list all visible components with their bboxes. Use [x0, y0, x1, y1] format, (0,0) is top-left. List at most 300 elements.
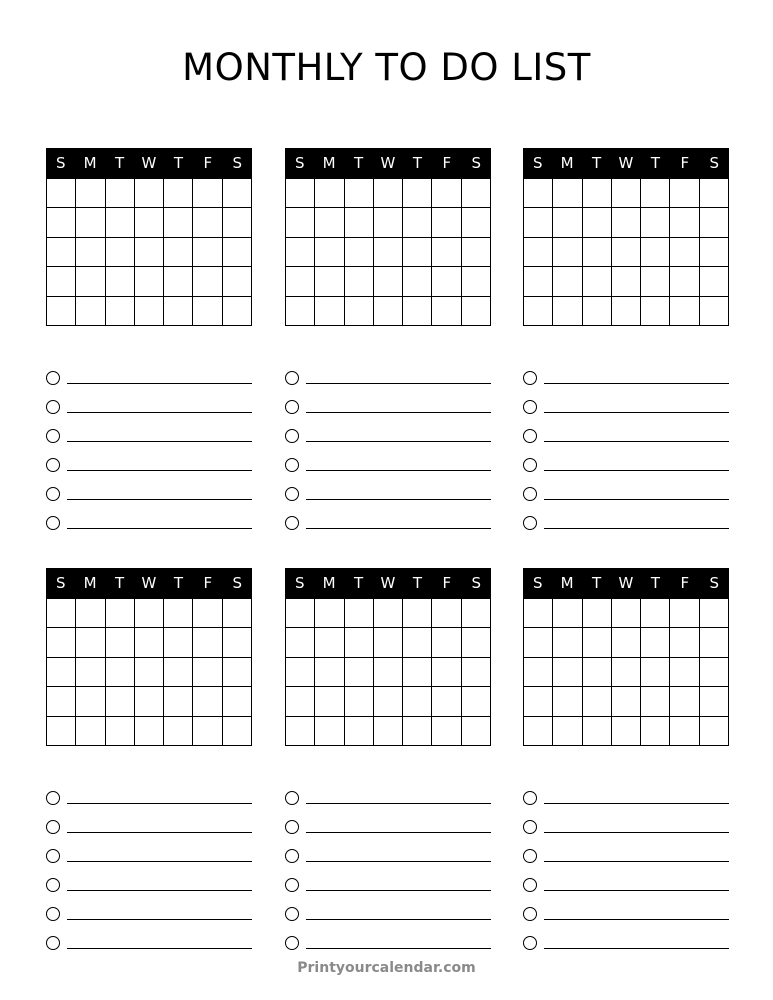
checkbox-circle-icon[interactable] — [523, 400, 537, 414]
day-cell[interactable] — [286, 628, 315, 657]
todo-item — [285, 804, 491, 833]
day-cell[interactable] — [432, 717, 461, 746]
checkbox-circle-icon[interactable] — [285, 907, 299, 921]
day-cell[interactable] — [612, 658, 641, 687]
day-cell[interactable] — [403, 658, 432, 687]
todo-write-line[interactable] — [67, 383, 252, 384]
todo-write-line[interactable] — [306, 441, 491, 442]
day-cell[interactable] — [106, 267, 135, 296]
todo-write-line[interactable] — [544, 890, 729, 891]
day-cell[interactable] — [76, 297, 105, 326]
day-cell[interactable] — [164, 717, 193, 746]
day-cell[interactable] — [135, 208, 164, 237]
day-cell[interactable] — [374, 658, 403, 687]
day-cell[interactable] — [612, 267, 641, 296]
checkbox-circle-icon[interactable] — [46, 516, 60, 530]
day-cell[interactable] — [670, 238, 699, 267]
day-cell[interactable] — [670, 628, 699, 657]
checkbox-circle-icon[interactable] — [285, 878, 299, 892]
weekday-label: S — [471, 154, 481, 172]
todo-write-line[interactable] — [306, 470, 491, 471]
todo-write-line[interactable] — [544, 803, 729, 804]
day-cell[interactable] — [583, 687, 612, 716]
day-cell[interactable] — [700, 628, 729, 657]
todo-write-line[interactable] — [306, 499, 491, 500]
day-cell[interactable] — [286, 687, 315, 716]
day-cell[interactable] — [106, 658, 135, 687]
checkbox-circle-icon[interactable] — [285, 820, 299, 834]
day-cell[interactable] — [47, 208, 76, 237]
day-cell[interactable] — [612, 628, 641, 657]
checkbox-circle-icon[interactable] — [285, 516, 299, 530]
day-cell[interactable] — [583, 658, 612, 687]
checkbox-circle-icon[interactable] — [523, 936, 537, 950]
day-cell[interactable] — [583, 717, 612, 746]
day-cell[interactable] — [641, 599, 670, 628]
day-cell[interactable] — [76, 687, 105, 716]
todo-write-line[interactable] — [306, 861, 491, 862]
checkbox-circle-icon[interactable] — [523, 429, 537, 443]
todo-write-line[interactable] — [306, 832, 491, 833]
day-cell[interactable] — [76, 628, 105, 657]
weekday-label: T — [412, 574, 422, 592]
todo-write-line[interactable] — [544, 919, 729, 920]
day-cell[interactable] — [583, 179, 612, 208]
day-cell[interactable] — [345, 628, 374, 657]
day-cell[interactable] — [47, 238, 76, 267]
day-cell[interactable] — [432, 628, 461, 657]
day-cell[interactable] — [315, 717, 344, 746]
day-cell[interactable] — [641, 297, 670, 326]
day-cell[interactable] — [403, 267, 432, 296]
checkbox-circle-icon[interactable] — [285, 371, 299, 385]
checkbox-circle-icon[interactable] — [46, 429, 60, 443]
day-cell[interactable] — [345, 717, 374, 746]
day-cell[interactable] — [374, 208, 403, 237]
month-block — [285, 148, 491, 529]
day-cell[interactable] — [700, 717, 729, 746]
checkbox-circle-icon[interactable] — [523, 516, 537, 530]
day-cell[interactable] — [315, 628, 344, 657]
checkbox-circle-icon[interactable] — [523, 907, 537, 921]
day-cell[interactable] — [106, 628, 135, 657]
day-cell[interactable] — [164, 208, 193, 237]
day-cell[interactable] — [135, 599, 164, 628]
day-cell[interactable] — [432, 297, 461, 326]
weekday-label: M — [560, 154, 574, 172]
day-cell[interactable] — [106, 599, 135, 628]
todo-write-line[interactable] — [67, 861, 252, 862]
checkbox-circle-icon[interactable] — [46, 371, 60, 385]
day-cell[interactable] — [76, 717, 105, 746]
day-cell[interactable] — [223, 208, 252, 237]
day-cell[interactable] — [583, 208, 612, 237]
day-cell[interactable] — [524, 599, 553, 628]
day-cell[interactable] — [374, 238, 403, 267]
checkbox-circle-icon[interactable] — [46, 820, 60, 834]
checkbox-circle-icon[interactable] — [523, 371, 537, 385]
day-cell[interactable] — [670, 687, 699, 716]
day-cell[interactable] — [223, 717, 252, 746]
day-cell[interactable] — [345, 658, 374, 687]
day-cell[interactable] — [462, 238, 491, 267]
day-cell[interactable] — [432, 658, 461, 687]
day-cell[interactable] — [462, 599, 491, 628]
day-cell[interactable] — [462, 687, 491, 716]
checkbox-circle-icon[interactable] — [285, 400, 299, 414]
todo-write-line[interactable] — [544, 470, 729, 471]
day-cell[interactable] — [403, 179, 432, 208]
day-cell[interactable] — [612, 297, 641, 326]
day-cell[interactable] — [76, 599, 105, 628]
checkbox-circle-icon[interactable] — [285, 458, 299, 472]
day-cell[interactable] — [193, 267, 222, 296]
day-cell[interactable] — [670, 297, 699, 326]
day-grid — [523, 598, 729, 746]
todo-write-line[interactable] — [67, 499, 252, 500]
day-cell[interactable] — [315, 208, 344, 237]
todo-write-line[interactable] — [306, 383, 491, 384]
day-cell[interactable] — [345, 238, 374, 267]
todo-write-line[interactable] — [67, 412, 252, 413]
day-cell[interactable] — [135, 658, 164, 687]
todo-write-line[interactable] — [67, 528, 252, 529]
day-cell[interactable] — [524, 297, 553, 326]
day-cell[interactable] — [193, 658, 222, 687]
todo-write-line[interactable] — [67, 470, 252, 471]
checkbox-circle-icon[interactable] — [523, 820, 537, 834]
todo-write-line[interactable] — [306, 919, 491, 920]
day-cell[interactable] — [641, 717, 670, 746]
checkbox-circle-icon[interactable] — [285, 791, 299, 805]
day-cell[interactable] — [524, 687, 553, 716]
day-cell[interactable] — [432, 599, 461, 628]
day-cell[interactable] — [223, 238, 252, 267]
day-cell[interactable] — [553, 658, 582, 687]
day-cell[interactable] — [286, 208, 315, 237]
day-cell[interactable] — [106, 687, 135, 716]
day-cell[interactable] — [670, 179, 699, 208]
todo-write-line[interactable] — [306, 412, 491, 413]
day-cell[interactable] — [462, 208, 491, 237]
day-cell[interactable] — [223, 628, 252, 657]
todo-write-line[interactable] — [544, 441, 729, 442]
day-cell[interactable] — [193, 238, 222, 267]
day-cell[interactable] — [345, 267, 374, 296]
day-cell[interactable] — [462, 179, 491, 208]
checkbox-circle-icon[interactable] — [285, 429, 299, 443]
day-cell[interactable] — [193, 297, 222, 326]
weekday-label: S — [294, 154, 305, 172]
todo-item — [46, 920, 252, 949]
day-cell[interactable] — [641, 658, 670, 687]
day-cell[interactable] — [193, 179, 222, 208]
day-cell[interactable] — [374, 687, 403, 716]
day-cell[interactable] — [193, 628, 222, 657]
day-cell[interactable] — [315, 687, 344, 716]
todo-write-line[interactable] — [544, 499, 729, 500]
checkbox-circle-icon[interactable] — [523, 878, 537, 892]
todo-write-line[interactable] — [67, 919, 252, 920]
day-cell[interactable] — [583, 628, 612, 657]
day-cell[interactable] — [135, 687, 164, 716]
weekday-label: T — [173, 154, 183, 172]
day-cell[interactable] — [432, 238, 461, 267]
day-cell[interactable] — [641, 628, 670, 657]
day-cell[interactable] — [700, 267, 729, 296]
checkbox-circle-icon[interactable] — [46, 458, 60, 472]
day-cell[interactable] — [641, 267, 670, 296]
day-cell[interactable] — [462, 267, 491, 296]
todo-write-line[interactable] — [544, 383, 729, 384]
todo-item — [46, 355, 252, 384]
day-cell[interactable] — [135, 179, 164, 208]
todo-list — [523, 355, 729, 529]
day-cell[interactable] — [432, 687, 461, 716]
day-cell[interactable] — [345, 179, 374, 208]
checkbox-circle-icon[interactable] — [46, 936, 60, 950]
day-cell[interactable] — [553, 267, 582, 296]
day-cell[interactable] — [164, 179, 193, 208]
day-cell[interactable] — [524, 238, 553, 267]
todo-write-line[interactable] — [67, 948, 252, 949]
day-cell[interactable] — [462, 297, 491, 326]
day-cell[interactable] — [106, 208, 135, 237]
day-cell[interactable] — [76, 208, 105, 237]
day-cell[interactable] — [223, 297, 252, 326]
day-cell[interactable] — [524, 658, 553, 687]
day-cell[interactable] — [315, 599, 344, 628]
day-cell[interactable] — [47, 267, 76, 296]
todo-write-line[interactable] — [306, 890, 491, 891]
day-cell[interactable] — [641, 208, 670, 237]
checkbox-circle-icon[interactable] — [46, 907, 60, 921]
day-cell[interactable] — [286, 179, 315, 208]
checkbox-circle-icon[interactable] — [285, 487, 299, 501]
day-cell[interactable] — [135, 717, 164, 746]
day-cell[interactable] — [193, 687, 222, 716]
day-cell[interactable] — [583, 238, 612, 267]
checkbox-circle-icon[interactable] — [46, 487, 60, 501]
day-cell[interactable] — [223, 267, 252, 296]
day-cell[interactable] — [374, 717, 403, 746]
todo-write-line[interactable] — [544, 832, 729, 833]
day-cell[interactable] — [403, 208, 432, 237]
day-cell[interactable] — [553, 687, 582, 716]
day-cell[interactable] — [106, 179, 135, 208]
day-cell[interactable] — [106, 717, 135, 746]
day-cell[interactable] — [315, 267, 344, 296]
day-cell[interactable] — [700, 179, 729, 208]
day-cell[interactable] — [524, 208, 553, 237]
day-cell[interactable] — [286, 267, 315, 296]
day-cell[interactable] — [670, 658, 699, 687]
day-cell[interactable] — [345, 599, 374, 628]
day-cell[interactable] — [553, 599, 582, 628]
day-cell[interactable] — [700, 658, 729, 687]
day-cell[interactable] — [524, 179, 553, 208]
day-cell[interactable] — [286, 238, 315, 267]
checkbox-circle-icon[interactable] — [46, 400, 60, 414]
day-cell[interactable] — [432, 267, 461, 296]
day-cell[interactable] — [524, 717, 553, 746]
day-cell[interactable] — [700, 238, 729, 267]
day-cell[interactable] — [553, 717, 582, 746]
day-cell[interactable] — [286, 717, 315, 746]
day-cell[interactable] — [315, 238, 344, 267]
checkbox-circle-icon[interactable] — [46, 849, 60, 863]
day-cell[interactable] — [403, 297, 432, 326]
checkbox-circle-icon[interactable] — [523, 487, 537, 501]
todo-write-line[interactable] — [544, 948, 729, 949]
day-cell[interactable] — [432, 179, 461, 208]
day-cell[interactable] — [462, 717, 491, 746]
day-cell[interactable] — [47, 658, 76, 687]
checkbox-circle-icon[interactable] — [46, 878, 60, 892]
day-cell[interactable] — [47, 297, 76, 326]
day-cell[interactable] — [135, 238, 164, 267]
day-cell[interactable] — [583, 267, 612, 296]
checkbox-circle-icon[interactable] — [523, 849, 537, 863]
day-cell[interactable] — [164, 658, 193, 687]
day-cell[interactable] — [315, 179, 344, 208]
day-cell[interactable] — [612, 238, 641, 267]
day-cell[interactable] — [432, 208, 461, 237]
day-cell[interactable] — [106, 238, 135, 267]
day-cell[interactable] — [164, 267, 193, 296]
day-cell[interactable] — [553, 208, 582, 237]
day-cell[interactable] — [76, 179, 105, 208]
day-cell[interactable] — [700, 297, 729, 326]
day-cell[interactable] — [164, 297, 193, 326]
day-cell[interactable] — [47, 687, 76, 716]
todo-write-line[interactable] — [306, 528, 491, 529]
checkbox-circle-icon[interactable] — [523, 458, 537, 472]
day-cell[interactable] — [641, 238, 670, 267]
weekday-label: M — [83, 574, 97, 592]
day-cell[interactable] — [374, 267, 403, 296]
day-cell[interactable] — [223, 179, 252, 208]
day-cell[interactable] — [76, 238, 105, 267]
day-cell[interactable] — [193, 717, 222, 746]
day-cell[interactable] — [700, 208, 729, 237]
day-cell[interactable] — [612, 717, 641, 746]
weekday-label: S — [55, 574, 66, 592]
day-cell[interactable] — [76, 267, 105, 296]
day-cell[interactable] — [612, 599, 641, 628]
day-cell[interactable] — [403, 628, 432, 657]
day-cell[interactable] — [345, 687, 374, 716]
day-cell[interactable] — [553, 628, 582, 657]
day-cell[interactable] — [135, 297, 164, 326]
day-cell[interactable] — [641, 179, 670, 208]
weekday-label: F — [680, 574, 690, 592]
day-cell[interactable] — [374, 599, 403, 628]
day-cell[interactable] — [47, 628, 76, 657]
day-cell[interactable] — [374, 179, 403, 208]
todo-item — [523, 500, 729, 529]
page-title: MONTHLY TO DO LIST — [182, 46, 591, 89]
todo-write-line[interactable] — [67, 803, 252, 804]
day-cell[interactable] — [553, 179, 582, 208]
day-cell[interactable] — [553, 238, 582, 267]
day-cell[interactable] — [641, 687, 670, 716]
day-cell[interactable] — [462, 628, 491, 657]
checkbox-circle-icon[interactable] — [285, 849, 299, 863]
day-cell[interactable] — [47, 599, 76, 628]
day-cell[interactable] — [223, 658, 252, 687]
day-cell[interactable] — [403, 687, 432, 716]
day-cell[interactable] — [164, 687, 193, 716]
day-cell[interactable] — [286, 297, 315, 326]
day-cell[interactable] — [315, 297, 344, 326]
day-cell[interactable] — [553, 297, 582, 326]
day-cell[interactable] — [223, 599, 252, 628]
day-cell[interactable] — [286, 599, 315, 628]
todo-write-line[interactable] — [544, 412, 729, 413]
day-cell[interactable] — [135, 267, 164, 296]
day-cell[interactable] — [700, 687, 729, 716]
day-cell[interactable] — [670, 599, 699, 628]
day-cell[interactable] — [286, 658, 315, 687]
day-cell[interactable] — [223, 687, 252, 716]
day-cell[interactable] — [315, 658, 344, 687]
day-cell[interactable] — [583, 599, 612, 628]
day-cell[interactable] — [193, 599, 222, 628]
todo-write-line[interactable] — [67, 441, 252, 442]
day-cell[interactable] — [345, 297, 374, 326]
day-cell[interactable] — [106, 297, 135, 326]
day-cell[interactable] — [612, 687, 641, 716]
day-cell[interactable] — [612, 179, 641, 208]
day-cell[interactable] — [524, 267, 553, 296]
day-cell[interactable] — [135, 628, 164, 657]
checkbox-circle-icon[interactable] — [523, 791, 537, 805]
todo-write-line[interactable] — [67, 890, 252, 891]
todo-write-line[interactable] — [67, 832, 252, 833]
weekday-label: T — [412, 154, 422, 172]
day-cell[interactable] — [670, 267, 699, 296]
day-cell[interactable] — [164, 599, 193, 628]
todo-write-line[interactable] — [544, 528, 729, 529]
todo-write-line[interactable] — [306, 948, 491, 949]
day-cell[interactable] — [524, 628, 553, 657]
checkbox-circle-icon[interactable] — [285, 936, 299, 950]
day-cell[interactable] — [47, 717, 76, 746]
day-cell[interactable] — [403, 717, 432, 746]
checkbox-circle-icon[interactable] — [46, 791, 60, 805]
day-cell[interactable] — [345, 208, 374, 237]
day-cell[interactable] — [374, 297, 403, 326]
day-cell[interactable] — [403, 599, 432, 628]
day-cell[interactable] — [462, 658, 491, 687]
day-cell[interactable] — [374, 628, 403, 657]
todo-write-line[interactable] — [306, 803, 491, 804]
day-cell[interactable] — [670, 208, 699, 237]
day-cell[interactable] — [164, 628, 193, 657]
todo-write-line[interactable] — [544, 861, 729, 862]
weekday-label: S — [294, 574, 305, 592]
day-cell[interactable] — [403, 238, 432, 267]
day-cell[interactable] — [670, 717, 699, 746]
day-cell[interactable] — [612, 208, 641, 237]
day-cell[interactable] — [700, 599, 729, 628]
day-cell[interactable] — [193, 208, 222, 237]
day-cell[interactable] — [76, 658, 105, 687]
day-cell[interactable] — [164, 238, 193, 267]
day-cell[interactable] — [47, 179, 76, 208]
day-cell[interactable] — [583, 297, 612, 326]
